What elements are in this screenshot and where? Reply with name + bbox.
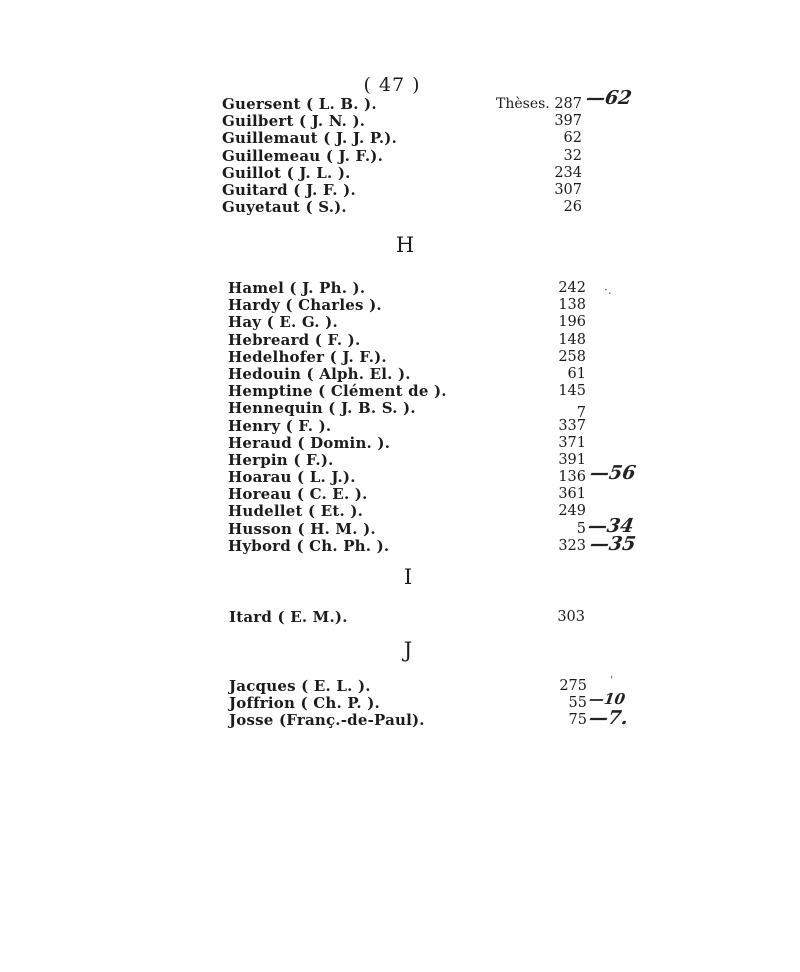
- handwritten-annotation: —56: [588, 462, 638, 485]
- index-entry: [222, 199, 642, 216]
- entry-number: 196: [558, 314, 586, 331]
- index-entry: [228, 366, 648, 383]
- entry-number: 32: [563, 147, 582, 164]
- index-entry: [228, 452, 648, 469]
- ink-speck: ˈ: [610, 674, 614, 688]
- entry-name: Henry ( F. ).: [228, 416, 332, 435]
- index-entry: [222, 165, 642, 182]
- entry-number: 242: [558, 280, 586, 296]
- entry-number: 75: [568, 712, 587, 729]
- index-entry: [228, 383, 648, 400]
- entry-name: Hudellet ( Et. ).: [228, 502, 364, 521]
- index-entry: [228, 514, 648, 538]
- index-entry: [228, 349, 648, 366]
- entry-name: Hennequin ( J. B. S. ).: [228, 399, 416, 418]
- index-entry: [228, 399, 648, 422]
- entry-name: Herpin ( F.).: [228, 450, 334, 469]
- index-entry: [228, 418, 648, 435]
- index-entry: [228, 532, 648, 555]
- entry-number: 371: [558, 434, 586, 451]
- handwritten-annotation: —10: [587, 690, 627, 709]
- entry-number: 148: [558, 331, 586, 348]
- index-entry: [228, 332, 648, 349]
- entry-number: 397: [554, 113, 582, 130]
- index-entry: [228, 435, 648, 452]
- entry-number: 145: [558, 383, 586, 400]
- entry-name: Guilbert ( J. N. ).: [222, 112, 366, 131]
- entry-number: 287: [554, 96, 582, 112]
- entry-name: Guillemeau ( J. F.).: [222, 146, 383, 165]
- entry-name: Hedelhofer ( J. F.).: [228, 347, 387, 366]
- entry-number: 323: [558, 537, 586, 554]
- entry-number: 307: [554, 181, 582, 198]
- entry-number: 7: [576, 405, 586, 422]
- entry-number: 136: [558, 469, 586, 486]
- entry-name: Guillemaut ( J. J. P.).: [222, 129, 398, 148]
- entry-number: 138: [558, 297, 586, 314]
- index-entry: [229, 707, 649, 730]
- entry-name: Heraud ( Domin. ).: [228, 433, 391, 452]
- index-entry: [228, 280, 648, 297]
- ink-speck: ·.: [604, 283, 612, 297]
- entry-name: Guitard ( J. F. ).: [222, 180, 356, 199]
- index-section-j: [229, 674, 649, 730]
- entry-number: 26: [563, 199, 582, 216]
- index-entry: [222, 113, 642, 130]
- index-entry: [228, 503, 648, 520]
- entry-name: Hebreard ( F. ).: [228, 330, 361, 349]
- entry-name: Guillot ( J. L. ).: [222, 163, 351, 182]
- entry-number: 337: [558, 417, 586, 434]
- entry-number: 249: [558, 503, 586, 520]
- index-entry: [222, 148, 642, 165]
- theses-label: Thèses.: [496, 96, 550, 112]
- entry-number: 5: [576, 520, 586, 537]
- entry-number: 55: [568, 695, 587, 712]
- entry-name: Guersent ( L. B. ).: [222, 95, 377, 113]
- entry-number: 275: [559, 678, 587, 694]
- handwritten-annotation: —35: [588, 532, 638, 555]
- entry-name: Itard ( E. M.).: [229, 608, 348, 626]
- entry-name: Josse (Franç.-de-Paul).: [229, 711, 425, 730]
- index-entry: [228, 297, 648, 314]
- entry-name: Husson ( H. M. ).: [228, 519, 376, 538]
- entry-number: 258: [558, 348, 586, 365]
- entry-name: Jacques ( E. L. ).: [229, 677, 371, 695]
- entry-name: Joffrion ( Ch. P. ).: [229, 694, 380, 713]
- index-entry: [228, 486, 648, 503]
- index-section-i: [229, 609, 649, 626]
- handwritten-annotation: —62: [584, 87, 634, 109]
- entry-name: Guyetaut ( S.).: [222, 198, 347, 217]
- index-section-h: [228, 280, 648, 555]
- entry-name: Hay ( E. G. ).: [228, 313, 338, 332]
- index-entry: [222, 87, 642, 113]
- entry-name: Hedouin ( Alph. El. ).: [228, 364, 411, 383]
- entry-name: Hoarau ( L. J.).: [228, 468, 356, 487]
- entry-name: Hemptine ( Clément de ).: [228, 382, 447, 401]
- handwritten-annotation: —34: [586, 514, 636, 537]
- index-entry: [228, 462, 648, 487]
- index-section-g: [222, 87, 642, 217]
- index-entry: [229, 674, 649, 695]
- entry-name: Horeau ( C. E. ).: [228, 485, 368, 504]
- index-entry: [229, 690, 649, 713]
- section-letter-i: I: [403, 565, 413, 589]
- entry-number: 361: [558, 486, 586, 503]
- entry-number: 62: [563, 130, 582, 147]
- handwritten-annotation: —7.: [587, 707, 630, 730]
- entry-number: 391: [558, 451, 586, 468]
- index-entry: [222, 182, 642, 199]
- entry-number: 61: [567, 365, 586, 382]
- entry-number: 303: [557, 609, 585, 625]
- entry-number: 234: [554, 164, 582, 181]
- index-entry: [228, 314, 648, 331]
- section-letter-j: J: [403, 638, 413, 662]
- index-entry: [222, 130, 642, 147]
- entry-name: Hamel ( J. Ph. ).: [228, 279, 366, 297]
- index-entry: [229, 609, 649, 626]
- page-number: ( 47 ): [363, 74, 421, 96]
- section-letter-h: H: [395, 233, 415, 257]
- entry-name: Hardy ( Charles ).: [228, 296, 382, 315]
- entry-name: Hybord ( Ch. Ph. ).: [228, 536, 390, 555]
